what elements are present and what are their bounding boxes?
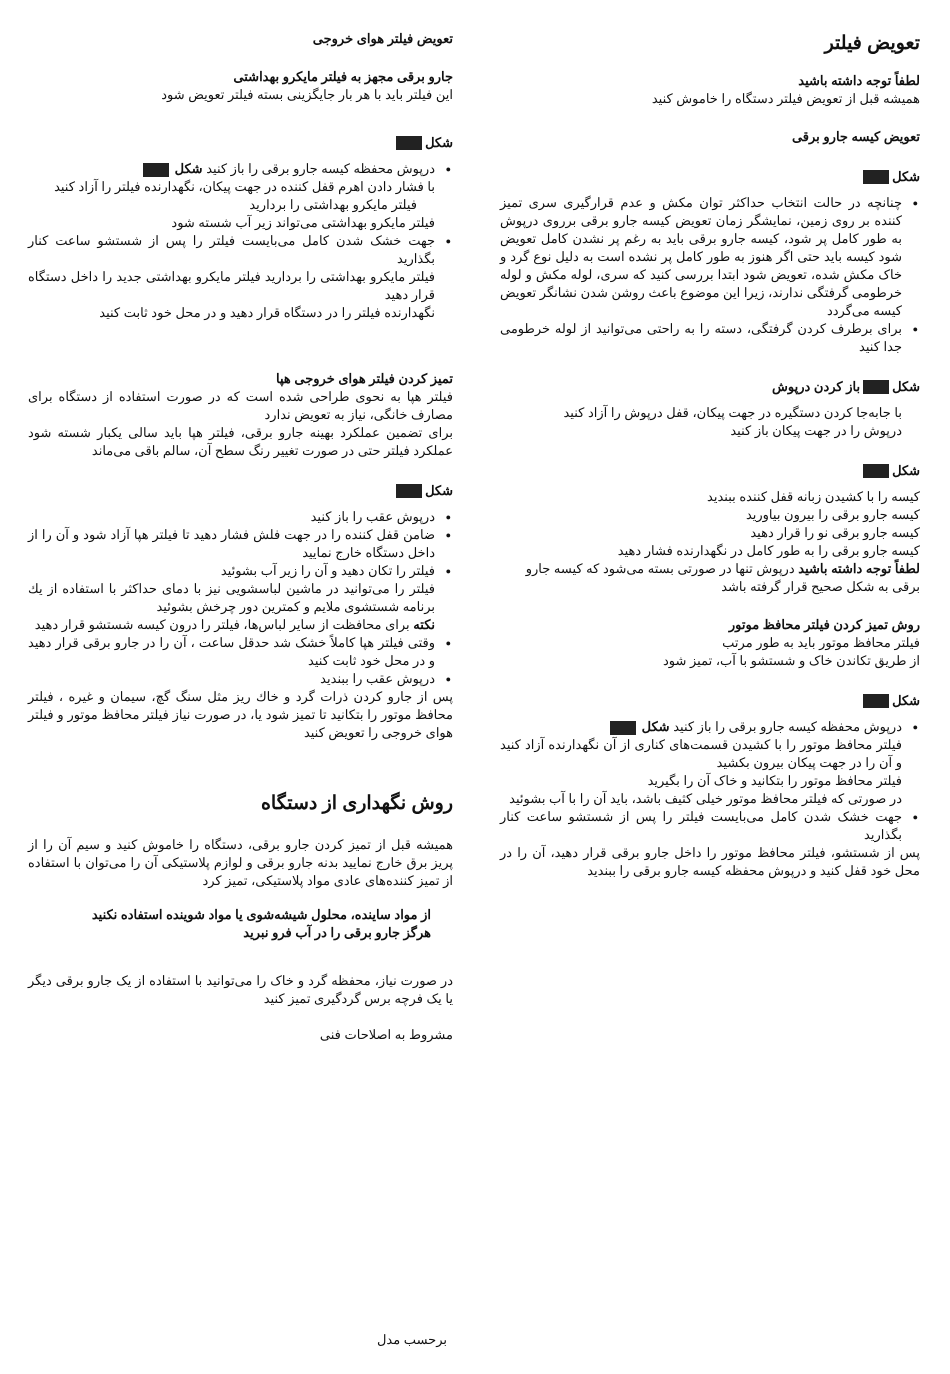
care-text: همیشه قبل از تمیز کردن جارو برقی، دستگاه را خاموش کنید و سیم آن را از پریز برق خارج نمایید بدنه جارو برقی و لوازم پلاستیکی آن را می‌توان با استفاده از تمیز کننده‌های عادی مواد پلاستیکی، تمیز کرد	[28, 837, 453, 888]
text-line: کیسه را با کشیدن زبانه قفل کننده ببندید	[707, 489, 920, 504]
figure-number-box	[863, 464, 889, 478]
text-line: در صورتی که فیلتر محافظ موتور خیلی کثیف باشد، باید آن را با آب بشوئید	[509, 791, 902, 806]
text-line: کیسه جارو برقی نو را قرار دهید	[750, 525, 920, 540]
figure-word: شکل	[892, 463, 920, 478]
care-heading: روش نگهداری از دستگاه	[260, 793, 453, 814]
bag-steps	[500, 488, 920, 596]
figure-number-box	[863, 694, 889, 708]
text-line: از طریق تکاندن خاک و شستشو با آب، تمیز شود	[662, 653, 920, 668]
text-line: فیلتر محافظ موتور را بتکانید و خاک آن را بگیرید	[647, 773, 902, 788]
text-line: نگهدارنده فیلتر را در دستگاه قرار دهید و در محل خود ثابت کنید	[99, 305, 435, 320]
technical-note: مشروط به اصلاحات فنی	[319, 1027, 453, 1042]
figure-label	[500, 692, 920, 710]
figure-word: شکل	[892, 379, 920, 394]
warning-line: از مواد ساینده، محلول شیشه‌شوی یا مواد شوینده استفاده نکنید	[91, 907, 431, 922]
list-item: ● درپوش عقب را باز کنید	[28, 508, 435, 526]
right-column	[500, 30, 920, 880]
motor-bullets	[500, 718, 920, 844]
text-line: فیلتر مایکرو بهداشتی را بردارید	[249, 197, 417, 212]
section-title-filter-replacement: تعویض فیلتر	[824, 33, 920, 54]
list-item: ● درپوش محفظه کیسه جارو برقی را باز کنید شکل فیلتر محافظ موتور را با کشیدن قسمت‌های کناری از آن نگهدارنده آزاد کنید و آن را در جهت پیکان بیرون بکشید فیلتر محافظ موتور را بتکانید و خاک آن را بگیرید در صورتی که فیلتر محافظ موتور خیلی کثیف باشد، باید آن را با آب بشوئید	[500, 718, 902, 808]
hepa-tip: نکته برای محافظت از سایر لباس‌ها، فیلتر را درون کیسه شستشو قرار دهید	[34, 617, 435, 632]
text-line: فیلتر مایکرو بهداشتی می‌تواند زیر آب شسته شود	[171, 215, 435, 230]
open-cover-heading	[500, 378, 920, 396]
list-item: ● جهت خشک شدن کامل می‌بایست فیلتر را پس از شستشو ساعت کنار بگذارید فیلتر مایکرو بهداشتی را بردارید فیلتر مایکرو بهداشتی جدید را داخل دستگاه قرار دهید نگهدارنده فیلتر را در دستگاه قرار دهید و در محل خود ثابت کنید	[28, 232, 435, 322]
text-line: فیلتر محافظ موتور باید به طور مرتب	[722, 635, 920, 650]
open-cover-text	[500, 404, 920, 440]
figure-word: شکل	[425, 135, 453, 150]
exhaust-heading: تعویض فیلتر هوای خروجی	[312, 31, 453, 46]
note-text: همیشه قبل از تعویض فیلتر دستگاه را خاموش کنید	[651, 91, 920, 106]
list-item: ● ضامن قفل کننده را در جهت فلش فشار دهید تا فیلتر هپا آزاد شود و آن را از داخل دستگاه خارج نمایید	[28, 526, 435, 562]
micro-text: این فیلتر باید با هر بار جایگزینی بسته فیلتر تعویض شود	[161, 87, 453, 102]
left-column	[28, 30, 453, 1044]
micro-bullets	[28, 160, 453, 322]
text-line: درپوش را در جهت پیکان باز کنید	[730, 423, 902, 438]
list-item: ● فیلتر را تکان دهید و آن را زیر آب بشوئید فیلتر را می‌توانید در ماشین لباسشویی نیز با دمای حداکثر با استفاده از یك برنامه شستشوی ملایم و کمترین دور چرخش بشوئید نکته برای محافظت از سایر لباس‌ها، فیلتر را درون کیسه شستشو قرار دهید	[28, 562, 435, 634]
text-line: با جابه‌جا کردن دستگیره در جهت پیکان، قفل درپوش را آزاد کنید	[563, 405, 902, 420]
list-item: ● چنانچه در حالت انتخاب حداکثر توان مکش و عدم قرارگیری سری تمیز کننده بر روی زمین، نمایشگر زمان تعویض کیسه جارو برقی برروی درپوش به طور کامل پر شود، کیسه جارو برقی باید به رغم پر نشدن کامل تعویض شود کیسه باید حتی اگر هنوز به طور کامل پر نشده است به دلیل نوع گرد و خاک مکش شده، تعویض شود ابتدا بررسی کنید که سری، لوله مکش و لوله خرطومی گرفتگی ندارند، زیرا این موضوع باعث روشن شدن نشانگر تعویض کیسه می‌گردد	[500, 194, 902, 320]
text-line: کیسه جارو برقی را بیرون بیاورید	[745, 507, 920, 522]
page-footer: برحسب مدل	[376, 1332, 447, 1347]
motor-tail: پس از شستشو، فیلتر محافظ موتور را داخل جارو برقی قرار دهید، آن را در محل خود قفل کنید و درپوش محفظه کیسه جارو برقی را ببندید	[500, 845, 920, 878]
hepa-heading: تمیز کردن فیلتر هوای خروجی هپا	[276, 371, 453, 386]
figure-word: شکل	[892, 693, 920, 708]
figure-number-box	[143, 163, 169, 177]
figure-number-box	[863, 170, 889, 184]
list-item: ● جهت خشک شدن کامل می‌بایست فیلتر را پس از شستشو ساعت کنار بگذارید	[500, 808, 902, 844]
care-text-2: در صورت نیاز، محفظه گرد و خاک را می‌توانید با استفاده از یک جارو برقی دیگر یا یک فرچه برس گردگیری تمیز کنید	[28, 973, 453, 1006]
figure-label	[28, 134, 453, 152]
list-item: ● درپوش عقب را ببندید	[28, 670, 435, 688]
micro-heading: جارو برقی مجهز به فیلتر مایکرو بهداشتی	[233, 69, 453, 84]
warning-block	[28, 906, 453, 942]
bag-note-text: درپوش تنها در صورتی بسته می‌شود که کیسه جارو برقی به شکل صحیح قرار گرفته باشد	[525, 561, 920, 594]
list-item: ● وقتی فیلتر هپا کاملاً خشک شد حدقل ساعت ، آن را در جارو برقی قرار دهید و در محل خود ثابت کنید	[28, 634, 435, 670]
text-line: فیلتر مایکرو بهداشتی را بردارید فیلتر مایکرو بهداشتی جدید را داخل دستگاه قرار دهید	[28, 269, 435, 302]
figure-label	[500, 462, 920, 480]
list-item: ● برای برطرف کردن گرفتگی، دسته را به راحتی می‌توانید از لوله خرطومی جدا کنید	[500, 320, 902, 356]
figure-number-box	[396, 484, 422, 498]
hepa-text-1: فیلتر هپا به نحوی طراحی شده است که در صورت استفاده از دستگاه برای مصارف خانگی، نیاز به تعویض ندارد	[28, 389, 453, 422]
note-label: لطفاً توجه داشته باشید	[798, 73, 920, 88]
figure-label	[28, 482, 453, 500]
bag-heading: تعویض کیسه جارو برقی	[791, 129, 920, 144]
open-cover-title: باز کردن درپوش	[772, 379, 861, 394]
text-line: کیسه جارو برقی را به طور کامل در نگهدارنده فشار دهید	[617, 543, 920, 558]
text-line: فیلتر محافظ موتور را با کشیدن قسمت‌های کناری از آن نگهدارنده آزاد کنید و آن را در جهت پیکان بیرون بکشید	[500, 737, 902, 770]
figure-number-box	[396, 136, 422, 150]
list-item: ● درپوش محفظه کیسه جارو برقی را باز کنید شکل با فشار دادن اهرم قفل کننده در جهت پیکان، نگهدارنده فیلتر را آزاد کنید فیلتر مایکرو بهداشتی را بردارید فیلتر مایکرو بهداشتی می‌تواند زیر آب شسته شود	[28, 160, 435, 232]
hepa-tail: پس از جارو کردن ذرات گرد و خاك ریز مثل سنگ گچ، سیمان و غیره ، فیلتر محافظ موتور را بتکانید تا تمیز شود یا، در صورت نیاز فیلتر محافظ موتور و فیلتر هوای خروجی را تعویض کنید	[28, 689, 453, 740]
bag-note	[500, 560, 920, 596]
figure-label	[500, 168, 920, 186]
hepa-text-2: برای تضمین عملکرد بهینه جارو برقی، فیلتر هپا باید سالی یکبار شسته شود عملکرد فیلتر حتی در صورت تغییر رنگ سطح آن، سالم باقی می‌ماند	[28, 425, 453, 458]
figure-number-box	[863, 380, 889, 394]
text-line: با فشار دادن اهرم قفل کننده در جهت پیکان، نگهدارنده فیلتر را آزاد کنید	[54, 179, 435, 194]
figure-word: شکل	[892, 169, 920, 184]
hepa-wash: فیلتر را می‌توانید در ماشین لباسشویی نیز با دمای حداکثر با استفاده از یك برنامه شستشوی ملایم و کمترین دور چرخش بشوئید	[28, 581, 435, 614]
hepa-bullets	[28, 508, 453, 688]
bag-note-label: لطفاً توجه داشته باشید	[798, 561, 920, 576]
bag-bullets	[500, 194, 920, 356]
warning-line: هرگز جارو برقی را در آب فرو نبرید	[243, 925, 431, 940]
figure-number-box	[610, 721, 636, 735]
figure-word: شکل	[425, 483, 453, 498]
motor-heading: روش تمیز کردن فیلتر محافظ موتور	[728, 617, 920, 632]
